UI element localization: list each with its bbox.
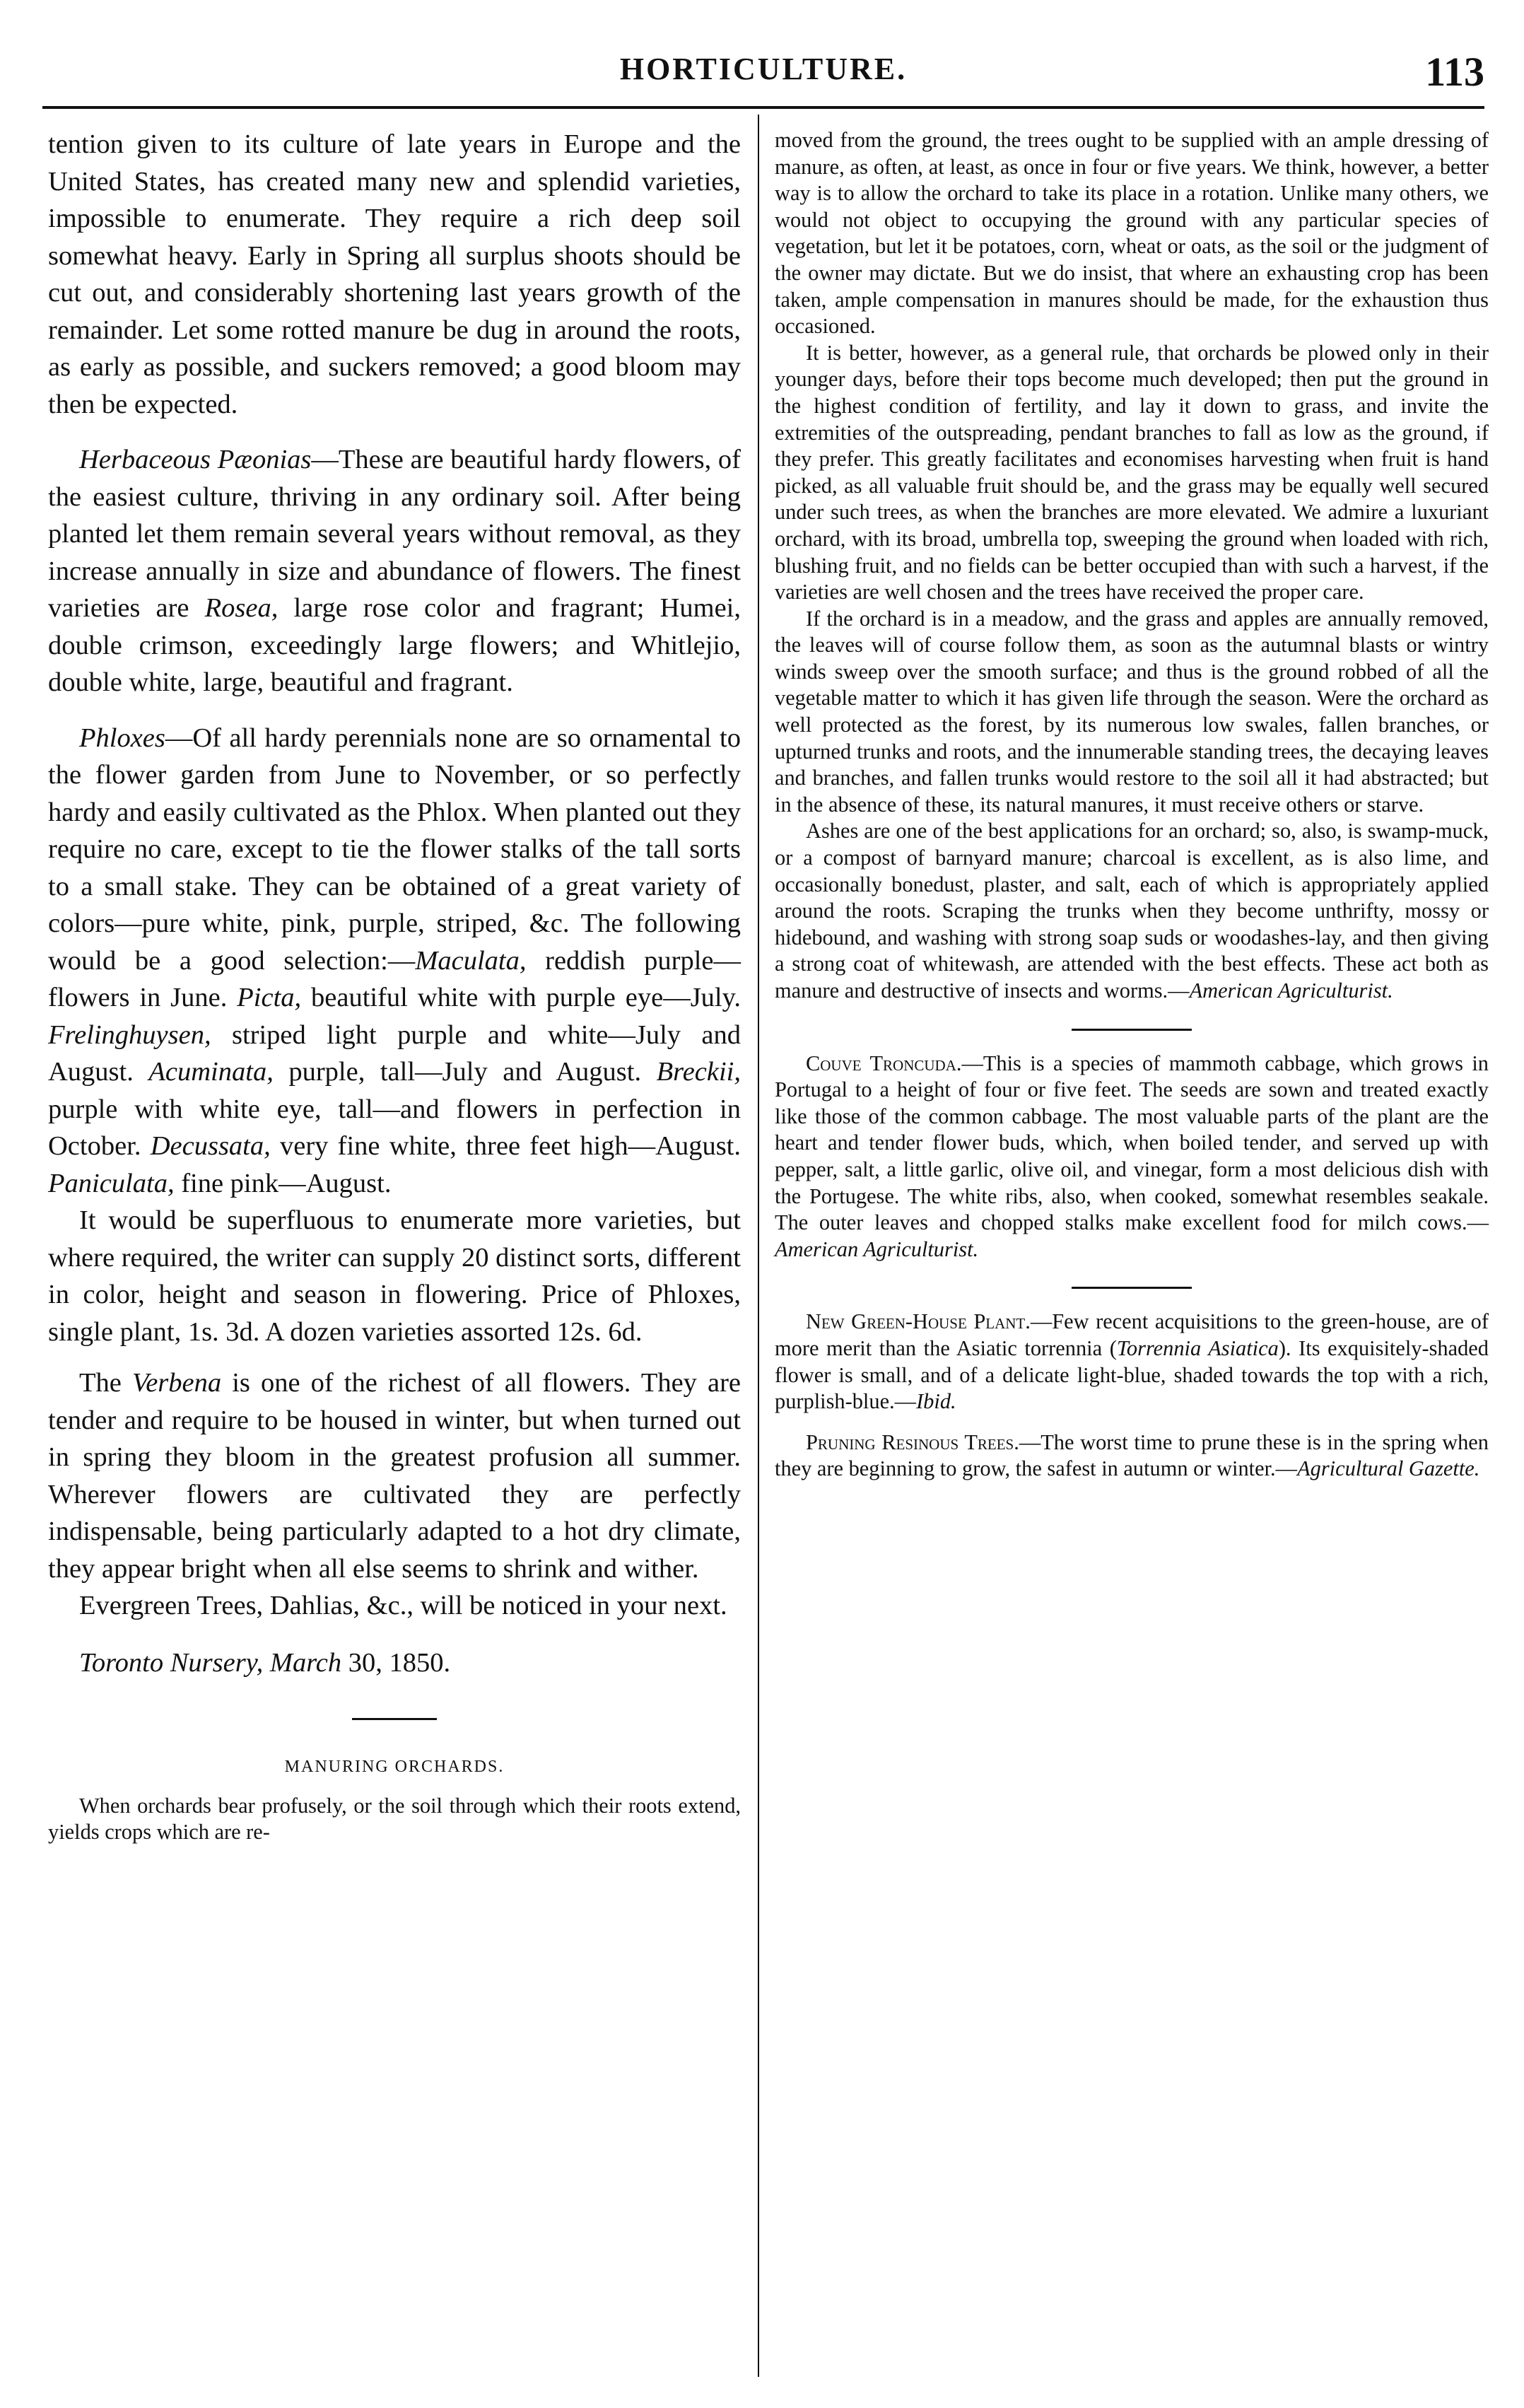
verbena-paragraph: The Verbena is one of the richest of all flowers. They are tender and require to be housed in winter, but when turned out in spring they bloom in the greatest profusion all summer. Wherever flowers are cultivated they are perfectly indispensable, being particularly adapted to a hot dry climate, they appear bright when all else seems to shrink and wither. xyxy=(48,1368,742,1584)
source-citation: American Agriculturist. xyxy=(775,1237,979,1261)
left-column xyxy=(48,126,741,1846)
signoff-line: Toronto Nursery, March 30, 1850. xyxy=(79,1647,451,1678)
orchard-manure-paragraph: moved from the ground, the trees ought to be supplied with an ample dressing of manure, as often, at least, as once in four or five years. We think, however, a better way is to allow the orchard to take its place in a rotation. Unlike many others, we would not object to occupying the ground with any particular species of vegetation, but let it be potatoes, corn, wheat or oats, as the soil or the judgment of the owner may dictate. But we do insist, that where an exhausting crop has been taken, ample compensation in manures should be made, for the exhaustion thus occasioned. xyxy=(775,128,1489,339)
phloxes-price-paragraph: It would be superfluous to enumerate more varieties, but where required, the writer can supply 20 distinct sorts, different in color, height and season in flowering. Price of Phloxes, single plant, 1s. 3d. A dozen varieties assorted 12s. 6d. xyxy=(48,1205,741,1347)
pruning-resinous-trees-article: Pruning Resinous Trees.—The worst time to prune these is in the spring when they are beginning to grow, the safest in autumn or winter.—Agricultural Gazette. xyxy=(775,1430,1489,1481)
couve-troncuda-article: Couve Troncuda.—This is a species of mammoth cabbage, which grows in Portugal to a height of four or five feet. The seeds are sown and treated exactly like those of the common cabbage. The most valuable parts of the plant are the heart and tender flower buds, which, when boiled tender, and served up with pepper, salt, a little garlic, olive oil, and vinegar, form a most delicious dish with the Portugese. The white ribs, also, when cooked, somewhat resembles seakale. The outer leaves and chopped stalks make excellent food for milch cows.—American Agriculturist. xyxy=(775,1051,1489,1261)
paeonias-heading: Herbaceous Pæonias xyxy=(79,445,312,474)
roses-continuation-paragraph: tention given to its culture of late years in Europe and the United States, has created many new and splendid varieties, impossible to enumerate. They require a rich deep soil somewhat heavy. Early in Spring all surplus shoots should be cut out, and considerably shortening last years growth of the remainder. Let some rotted manure be dug in around the roots, as early as possible, and suckers removed; a good bloom may then be expected. xyxy=(48,129,741,419)
right-column xyxy=(775,127,1489,1483)
section-separator xyxy=(352,1718,437,1720)
evergreen-note: Evergreen Trees, Dahlias, &c., will be noticed in your next. xyxy=(79,1591,727,1620)
green-house-plant-heading: New Green-House Plant. xyxy=(806,1309,1031,1334)
paeonias-paragraph: Herbaceous Pæonias—These are beautiful hardy flowers, of the easiest culture, thriving in any ordinary soil. After being planted let them remain several years without removal, as they increase annually in size and abundance of flowers. The finest varieties are Rosea, large rose color and fragrant; Humei, double crimson, exceedingly large flowers; and Whitlejio, double white, large, beautiful and fragrant. xyxy=(48,445,742,697)
source-citation: American Agriculturist. xyxy=(1189,978,1393,1003)
running-title: HORTICULTURE. xyxy=(619,52,908,86)
source-citation: Ibid. xyxy=(916,1389,956,1414)
article-separator xyxy=(1072,1029,1192,1031)
pruning-resinous-trees-heading: Pruning Resinous Trees. xyxy=(806,1430,1019,1454)
manuring-orchards-title: MANURING ORCHARDS. xyxy=(284,1758,505,1776)
orchard-ashes-paragraph: Ashes are one of the best applications for an orchard; so, also, is swamp-muck, or a compost of barnyard manure; charcoal is excellent, as is also lime, and occasionally bonedust, plaster, and salt, each of which is appropriately applied around the roots. Scraping the trunks when they become unthrifty, mossy or hidebound, and washing with strong soap suds or woodashes-lay, and then giving a strong coat of whitewash, are attended with the best effects. These act both as manure and destructive of insects and worms.—American Agriculturist. xyxy=(775,819,1489,1003)
couve-troncuda-heading: Couve Troncuda. xyxy=(806,1051,962,1075)
article-separator xyxy=(1072,1287,1192,1289)
phloxes-heading: Phloxes xyxy=(79,723,165,753)
phloxes-paragraph: Phloxes—Of all hardy perennials none are so ornamental to the flower garden from June to November, or so perfectly hardy and easily cultivated as the Phlox. When planted out they require no care, except to tie the flower stalks of the tall sorts to a small stake. They can be obtained of a great variety of colors—pure white, pink, purple, striped, &c. The following would be a good selection:—Maculata, reddish purple—flowers in June. Picta, beautiful white with purple eye—July. Frelinghuysen, striped light purple and white—July and August. Acuminata, purple, tall—July and August. Breckii, purple with white eye, tall—and flowers in perfection in October. Decussata, very fine white, three feet high—August. Paniculata, fine pink—August. xyxy=(48,723,742,1198)
orchard-plowing-paragraph: It is better, however, as a general rule, that orchards be plowed only in their younger days, before their tops become much developed; then put the ground in the highest condition of fertility, and lay it down to grass, and invite the extremities of the outspreading, pendant branches to fall as low as the ground, if they prefer. This greatly facilitates and economises harvesting when fruit is hand picked, as all valuable fruit should be, and the grass may be equally well secured under such trees, as when the branches are more elevated. We admire a luxuriant orchard, with its broad, umbrella top, sweeping the ground when loaded with rich, blushing fruit, and no fields can be better occupied than with such a harvest, if the varieties are well chosen and the trees have received the proper care. xyxy=(775,340,1489,604)
page-number: 113 xyxy=(1425,49,1484,95)
manuring-orchards-start: When orchards bear profusely, or the soil through which their roots extend, yields crops which are re- xyxy=(48,1793,741,1845)
orchard-meadow-paragraph: If the orchard is in a meadow, and the grass and apples are annually removed, the leaves will of course follow them, as soon as the autumnal blasts or wintry winds sweep over the smooth surface; and thus is the ground robbed of all the vegetable matter to which it has given life through the season. Were the orchard as well protected as the forest, by its numerous low swales, fallen branches, or upturned trunks and roots, and the innumerable standing trees, the decaying leaves and branches, and fallen trunks would restore to the soil all it had abstracted; but in the absence of these, its natural manures, it must receive others or starve. xyxy=(775,606,1489,817)
page-header xyxy=(42,51,1484,107)
source-citation: Agricultural Gazette. xyxy=(1297,1456,1480,1481)
green-house-plant-article: New Green-House Plant.—Few recent acquisitions to the green-house, are of more merit than the Asiatic torrennia (Torrennia Asiatica). Its exquisitely-shaded flower is small, and of a delicate light-blue, shaded towards the top with a rich, purplish-blue.—Ibid. xyxy=(775,1309,1489,1414)
column-divider xyxy=(758,115,759,2377)
header-rule xyxy=(42,106,1484,109)
